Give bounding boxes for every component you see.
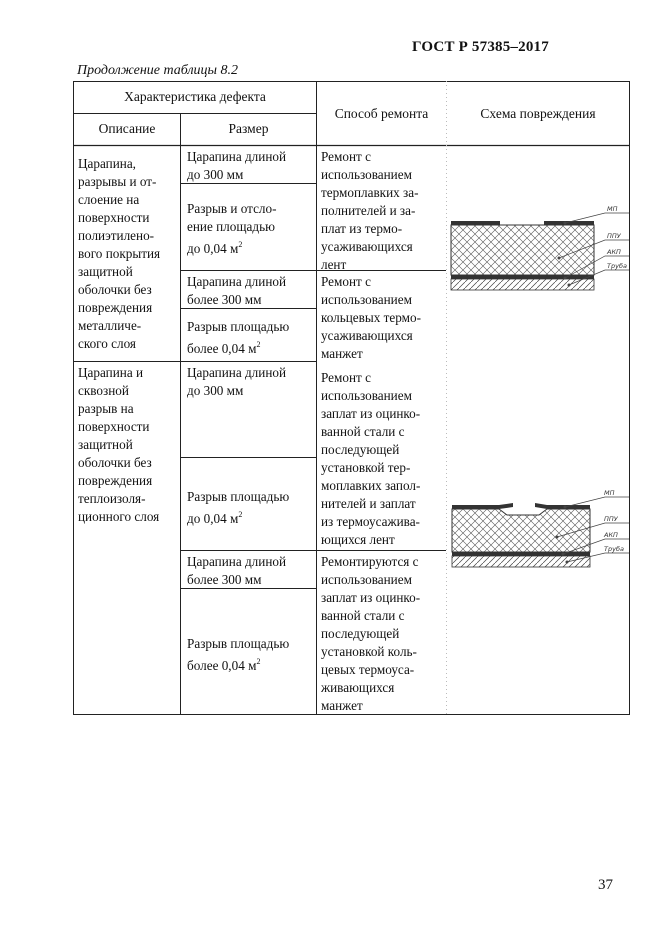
scheme-label-pipe: Труба [607, 262, 627, 270]
akp-layer [451, 275, 594, 279]
scheme-label-pipe: Труба [604, 545, 624, 553]
scheme-label-ppu: ППУ [607, 232, 621, 240]
header-defect-characteristic: Характеристика дефекта [124, 89, 266, 104]
size-cell: Разрыв площадью более 0,04 $м^2$ [187, 636, 290, 673]
scheme-label-akp: АКП [604, 531, 618, 539]
pipe-layer [451, 279, 594, 290]
shell-segment [544, 221, 594, 225]
header-size: Размер [228, 121, 269, 136]
table-continuation-caption: Продолжение таблицы 8.2 [77, 63, 239, 78]
damage-scheme-diagram-1 [447, 198, 629, 293]
insulation-layer [452, 509, 590, 552]
scheme-label-mp: МП [607, 205, 618, 213]
repair-method-cell: Ремонт с использованием заплат из оцинко- ванной стали с последующей установкой тер- моплавких запол- нителей и заплат из термоусажива- ющихся лент [321, 370, 421, 547]
size-cell: Царапина длиной более 300 мм [187, 554, 287, 587]
damage-scheme-diagram-2 [447, 485, 629, 575]
akp-layer [452, 552, 590, 556]
size-cell: Царапина длиной до 300 мм [187, 365, 287, 398]
header-damage-scheme: Схема повреждения [480, 106, 596, 121]
header-description: Описание [98, 121, 156, 136]
repair-method-cell: Ремонт с использованием термоплавких за- полнителей и за- плат из термо- усаживающихся лент [321, 149, 419, 272]
shell-segment [451, 221, 500, 225]
header-repair-method: Способ ремонта [334, 106, 429, 121]
shell-segment [535, 503, 590, 509]
size-cell: Царапина длиной до 300 мм [187, 149, 287, 182]
size-cell: Царапина длиной более 300 мм [187, 274, 287, 307]
scheme-label-akp: АКП [607, 248, 621, 256]
scheme-label-mp: МП [604, 489, 615, 497]
size-cell: Разрыв площадью до 0,04 $м^2$ [187, 489, 290, 526]
shell-segment [452, 503, 513, 509]
insulation-layer [451, 225, 594, 275]
size-cell: Разрыв площадью более 0,04 $м^2$ [187, 319, 290, 356]
page-number: 37 [598, 877, 613, 893]
description-group-2: Царапина и сквозной разрыв на поверхности защитной оболочки без повреждения теплоизоля- ционного слоя [78, 365, 160, 524]
scheme-label-ppu: ППУ [604, 515, 618, 523]
description-group-1: Царапина, разрывы и от- слоение на поверхности полиэтилено- вого покрытия защитной оболочки без повреждения металличе- ского слоя [78, 156, 161, 351]
standard-number: ГОСТ Р 57385–2017 [412, 39, 549, 55]
size-cell: Разрыв и отсло- ение площадью до 0,04 $м^2$ [187, 201, 277, 256]
repair-method-cell: Ремонт с использованием кольцевых термо- усаживающихся манжет [321, 274, 421, 361]
repair-method-cell: Ремонтируются с использованием заплат из оцинко- ванной стали с последующей установкой коль- цевых термоуса- живающихся манжет [321, 554, 421, 713]
